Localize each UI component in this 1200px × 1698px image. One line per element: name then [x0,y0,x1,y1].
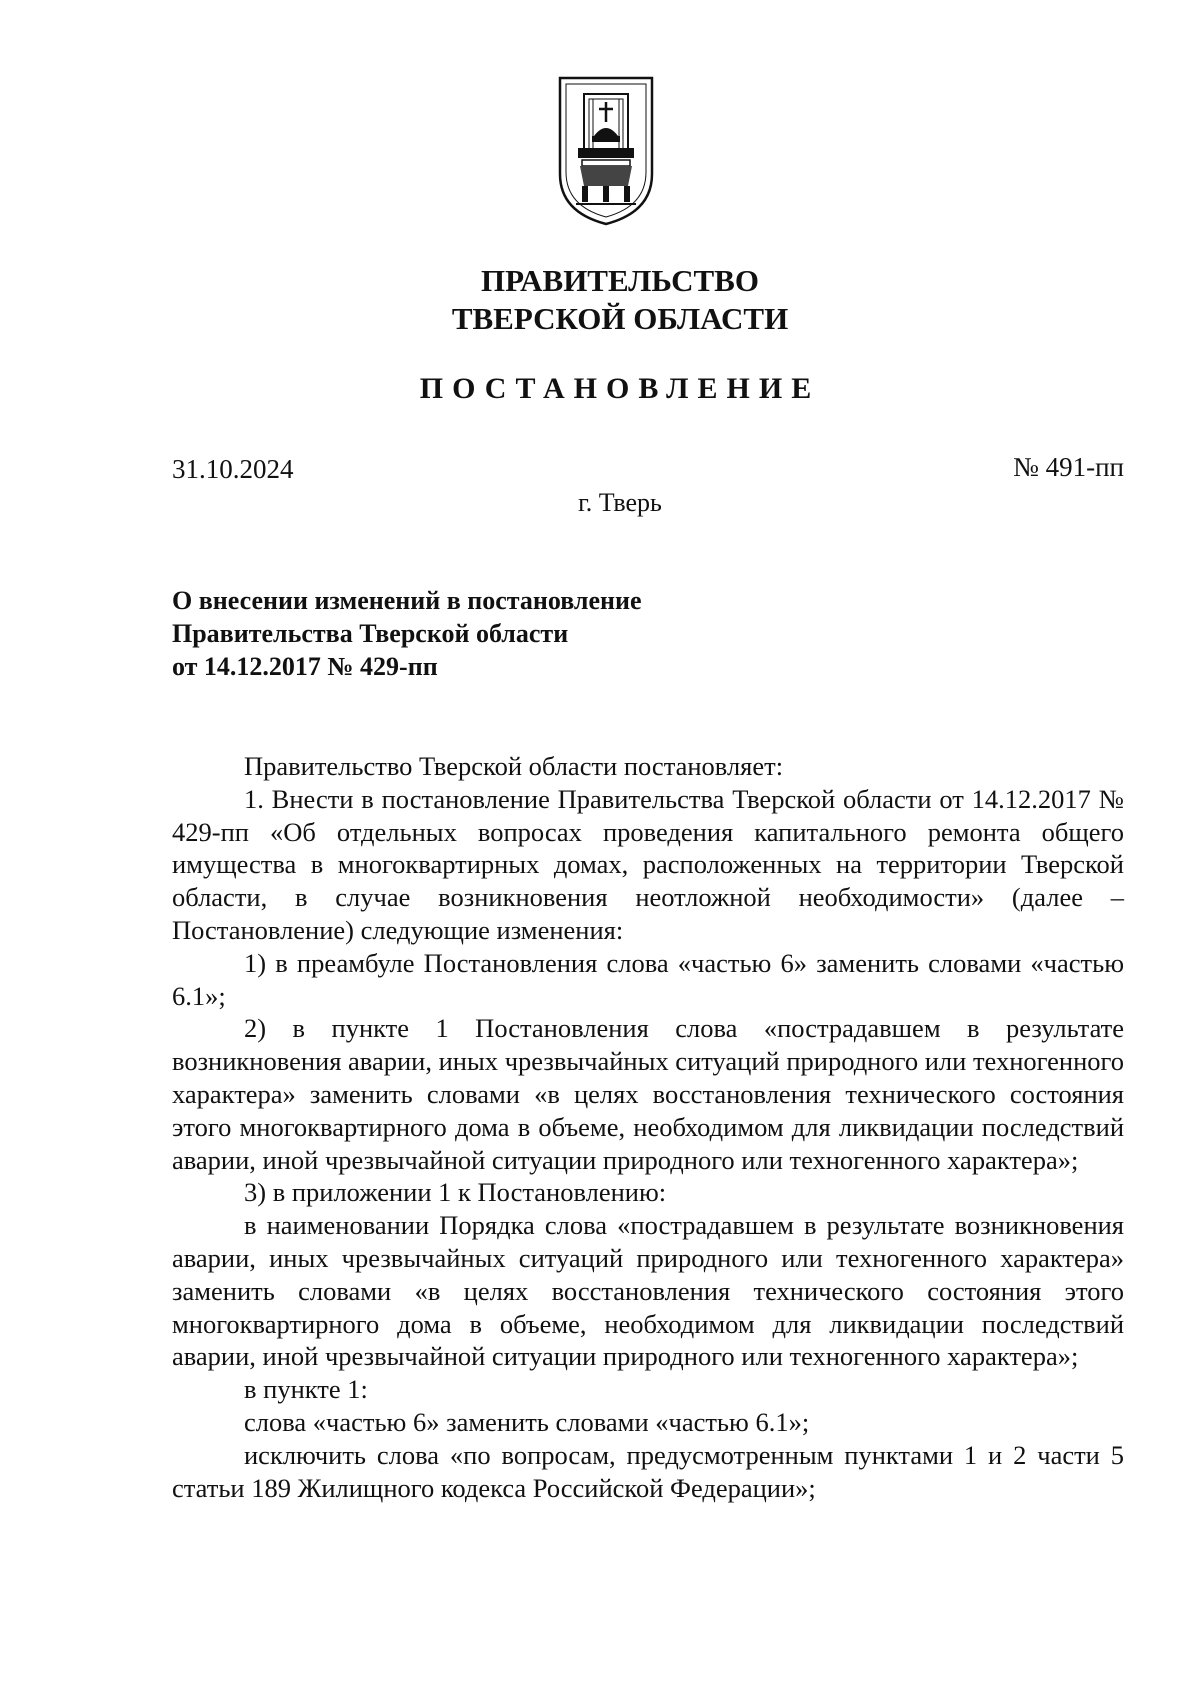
subject-line-1: О внесении изменений в постановление [172,586,642,615]
authority-name [0,262,1200,338]
authority-line-2: ТВЕРСКОЙ ОБЛАСТИ [451,301,789,336]
body-paragraph: исключить слова «по вопросам, предусмотренным пунктами 1 и 2 части 5 статьи 189 Жилищного кодекса Российской Федерации»; [172,1439,1124,1503]
authority-line-1: ПРАВИТЕЛЬСТВО [481,263,759,298]
body-paragraph: в пункте 1: [244,1374,368,1405]
body-paragraph: слова «частью 6» заменить словами «частью 6.1»; [244,1406,810,1437]
subject-line-2: Правительства Тверской области [172,619,569,648]
body-paragraph: Правительство Тверской области постановляет: [244,751,784,781]
document-type: ПОСТАНОВЛЕНИЕ [419,372,821,405]
body-paragraph: 1. Внести в постановление Правительства Тверской области от 14.12.2017 № 429-пп «Об отдельных вопросах проведения капитального ремонта общего имущества в многоквартирных домах, расположенных на территории Тверской области, в случае возникновения неотложной необходимости» (далее – Постановление) следующие изменения: [172,783,1124,945]
subject-line-3: от 14.12.2017 № 429-пп [172,652,438,681]
document-body [172,750,1124,1504]
document-number: № 491-пп [1013,452,1124,482]
coat-of-arms-icon [556,74,656,228]
body-paragraph: 3) в приложении 1 к Постановлению: [244,1177,667,1208]
body-paragraph: 1) в преамбуле Постановления слова «частью 6» заменить словами «частью 6.1»; [172,947,1124,1011]
body-paragraph: 2) в пункте 1 Постановления слова «пострадавшем в результате возникновения аварии, иных чрезвычайных ситуаций природного или техногенного характера» заменить словами «в целях восстановления технического состояния этого многоквартирного дома в объеме, необходимом для ликвидации последствий аварии, иной чрезвычайной ситуации природного или техногенного характера»; [172,1013,1124,1175]
body-paragraph: в наименовании Порядка слова «пострадавшем в результате возникновения аварии, иных чрезвычайных ситуаций природного или техногенного характера» заменить словами «в целях восстановления технического состояния этого многоквартирного дома в объеме, необходимом для ликвидации последствий аварии, иной чрезвычайной ситуации природного или техногенного характера»; [172,1210,1124,1372]
document-city: г. Тверь [578,488,662,517]
document-date: 31.10.2024 [172,454,294,484]
document-subject [172,584,642,683]
